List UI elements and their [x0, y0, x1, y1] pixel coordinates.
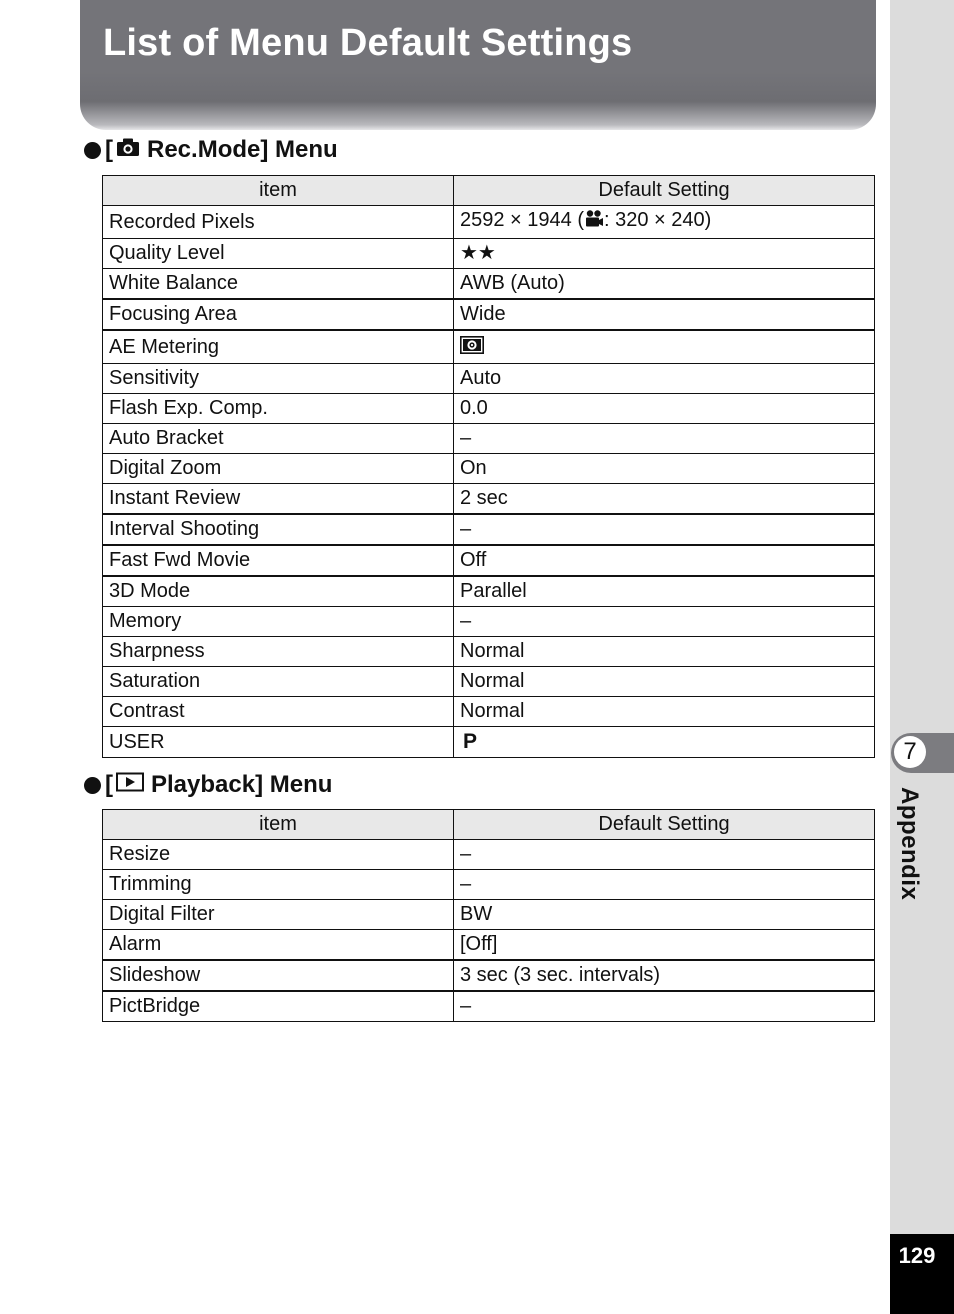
title-banner	[80, 0, 876, 130]
row-item: PictBridge	[103, 991, 454, 1022]
row-item: Fast Fwd Movie	[103, 545, 454, 576]
table-row	[103, 840, 875, 870]
row-item: Resize	[103, 840, 454, 870]
row-item: Digital Zoom	[103, 454, 454, 484]
header-item: item	[103, 810, 454, 840]
row-value: ★★	[454, 239, 875, 269]
value-suffix: : 320 × 240)	[604, 209, 712, 231]
table-row	[103, 576, 875, 607]
header-item: item	[103, 176, 454, 206]
heading-bracket: [	[105, 771, 113, 798]
row-item: Contrast	[103, 697, 454, 727]
table-row	[103, 514, 875, 545]
table-row	[103, 930, 875, 961]
rec-mode-table	[102, 175, 875, 758]
table-row	[103, 607, 875, 637]
page-title: List of Menu Default Settings	[103, 22, 633, 64]
row-value: Normal	[454, 697, 875, 727]
table-row	[103, 269, 875, 300]
heading-text: Rec.Mode] Menu	[147, 136, 338, 163]
table-row	[103, 484, 875, 515]
table-row	[103, 991, 875, 1022]
bullet-icon	[84, 142, 101, 159]
row-value: [Off]	[454, 930, 875, 961]
chapter-label: Appendix	[896, 787, 923, 901]
row-value: –	[454, 424, 875, 454]
row-item: Digital Filter	[103, 900, 454, 930]
playback-heading	[84, 771, 332, 799]
table-row	[103, 697, 875, 727]
table-row	[103, 330, 875, 364]
row-item: Alarm	[103, 930, 454, 961]
bullet-icon	[84, 777, 101, 794]
row-value: Off	[454, 545, 875, 576]
playback-table	[102, 809, 875, 1022]
row-value	[454, 330, 875, 364]
row-item: Interval Shooting	[103, 514, 454, 545]
row-item: 3D Mode	[103, 576, 454, 607]
row-value: Auto	[454, 364, 875, 394]
row-value: –	[454, 840, 875, 870]
row-item: White Balance	[103, 269, 454, 300]
row-value: Parallel	[454, 576, 875, 607]
chapter-side-tab	[890, 0, 954, 1314]
table-row	[103, 454, 875, 484]
table-row	[103, 239, 875, 269]
row-item: Sharpness	[103, 637, 454, 667]
row-item: Flash Exp. Comp.	[103, 394, 454, 424]
row-value: 0.0	[454, 394, 875, 424]
row-item: Instant Review	[103, 484, 454, 515]
row-item: Trimming	[103, 870, 454, 900]
row-item: Saturation	[103, 667, 454, 697]
row-item: USER	[103, 727, 454, 758]
row-value	[454, 727, 875, 758]
table-header-row	[103, 176, 875, 206]
camera-icon	[116, 136, 140, 164]
rec-mode-heading	[84, 136, 338, 164]
table-header-row	[103, 810, 875, 840]
chapter-badge	[891, 733, 954, 773]
row-item: AE Metering	[103, 330, 454, 364]
row-item: Quality Level	[103, 239, 454, 269]
row-value: 3 sec (3 sec. intervals)	[454, 960, 875, 991]
row-value: 2 sec	[454, 484, 875, 515]
row-value: Normal	[454, 637, 875, 667]
table-row	[103, 394, 875, 424]
table-row	[103, 870, 875, 900]
table-row	[103, 960, 875, 991]
table-row	[103, 299, 875, 330]
row-value: Normal	[454, 667, 875, 697]
heading-bracket: [	[105, 136, 113, 163]
row-item: Focusing Area	[103, 299, 454, 330]
table-row	[103, 900, 875, 930]
row-item: Memory	[103, 607, 454, 637]
heading-text: Playback] Menu	[151, 771, 333, 798]
user-mode-value: P	[463, 730, 478, 753]
table-row	[103, 364, 875, 394]
header-default-setting: Default Setting	[454, 176, 875, 206]
row-item: Slideshow	[103, 960, 454, 991]
row-value: On	[454, 454, 875, 484]
row-value: BW	[454, 900, 875, 930]
table-row	[103, 424, 875, 454]
chapter-number: 7	[894, 736, 926, 768]
table-row	[103, 206, 875, 239]
page-number-box	[890, 1234, 954, 1314]
table-row	[103, 637, 875, 667]
movie-camera-icon	[584, 209, 604, 238]
value-prefix: 2592 × 1944 (	[460, 209, 584, 231]
row-item: Auto Bracket	[103, 424, 454, 454]
row-value	[454, 206, 875, 239]
table-row	[103, 727, 875, 758]
page-number: 129	[898, 1243, 936, 1268]
row-value: Wide	[454, 299, 875, 330]
row-value: –	[454, 870, 875, 900]
table-row	[103, 667, 875, 697]
header-default-setting: Default Setting	[454, 810, 875, 840]
row-item: Sensitivity	[103, 364, 454, 394]
multi-segment-metering-icon	[460, 334, 484, 363]
table-row	[103, 545, 875, 576]
row-value: AWB (Auto)	[454, 269, 875, 300]
playback-icon	[116, 771, 144, 799]
row-item: Recorded Pixels	[103, 206, 454, 239]
row-value: –	[454, 514, 875, 545]
row-value: –	[454, 607, 875, 637]
row-value: –	[454, 991, 875, 1022]
